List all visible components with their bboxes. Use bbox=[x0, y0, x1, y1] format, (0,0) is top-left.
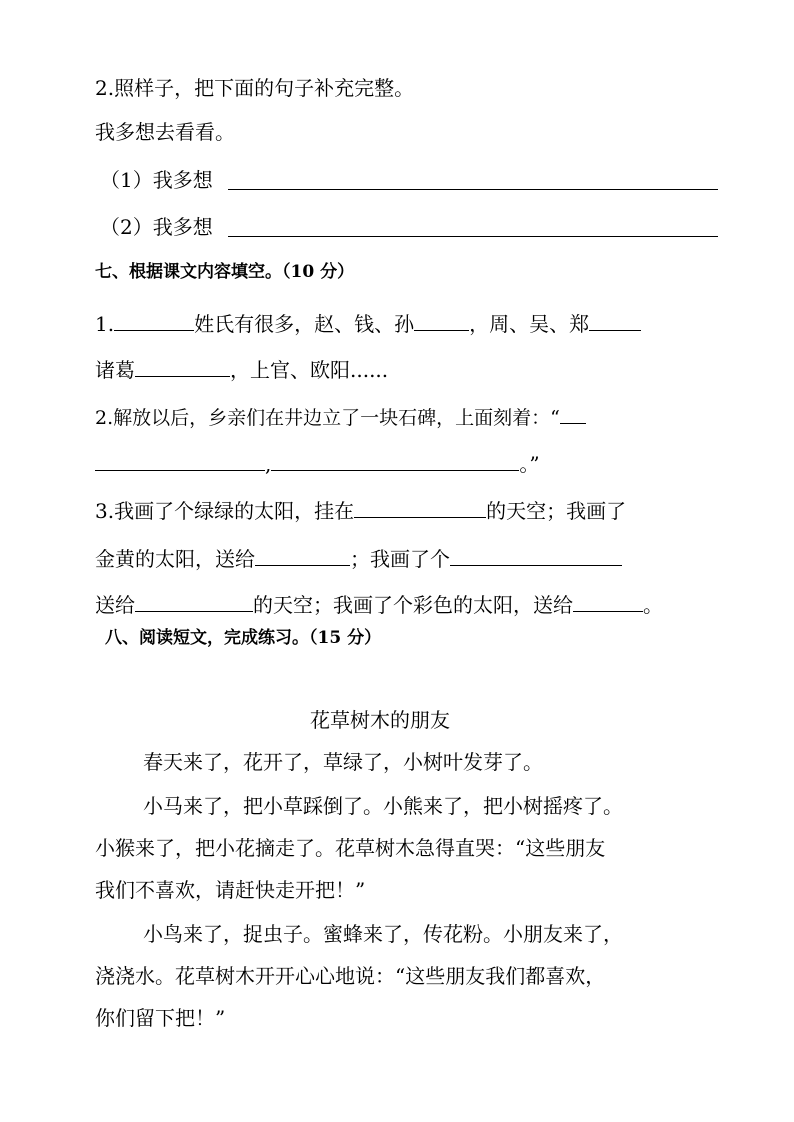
s7-q3-text6: 的天空；我画了个彩色的太阳，送给 bbox=[253, 593, 573, 617]
s7-q3-blank5[interactable] bbox=[573, 593, 643, 612]
s7-q1-num: 1. bbox=[95, 312, 115, 336]
s7-q2-line2 bbox=[95, 452, 540, 474]
s7-q3-line1 bbox=[95, 499, 626, 521]
s7-q1-text1: 姓氏有很多，赵、钱、孙 bbox=[194, 312, 415, 336]
passage-para1: 春天来了，花开了，草绿了，小树叶发芽了。 bbox=[143, 750, 543, 774]
section8-header: 八、阅读短文，完成练习。（15 分） bbox=[105, 628, 382, 648]
passage-para2-line1: 小马来了，把小草踩倒了。小熊来了，把小树摇疼了。 bbox=[143, 794, 623, 818]
s7-q1-text3: 诸葛 bbox=[95, 358, 135, 382]
s7-q1-blank3[interactable] bbox=[589, 312, 641, 331]
s7-q2-blank2[interactable] bbox=[95, 452, 265, 471]
s7-q3-text1: 3.我画了个绿绿的太阳，挂在 bbox=[95, 499, 355, 523]
s7-q3-text7: 。 bbox=[643, 593, 663, 617]
s7-q2-text1: 2.解放以后，乡亲们在井边立了一块石碑，上面刻着：“ bbox=[95, 407, 560, 429]
s7-q3-text5: 送给 bbox=[95, 593, 135, 617]
s7-q2-end: 。” bbox=[519, 452, 540, 476]
s6-q2-item2-blank[interactable] bbox=[228, 236, 718, 237]
s7-q3-text3: 金黄的太阳，送给 bbox=[95, 547, 255, 571]
s7-q1-line2 bbox=[95, 358, 388, 380]
s7-q3-line2 bbox=[95, 547, 622, 569]
s7-q1-line1 bbox=[95, 312, 641, 334]
s7-q3-blank4[interactable] bbox=[135, 593, 253, 612]
passage-para3-line2: 浇浇水。花草树木开开心心地说：“这些朋友我们都喜欢， bbox=[95, 964, 606, 988]
s7-q3-text2: 的天空；我画了 bbox=[486, 499, 627, 523]
passage-title: 花草树木的朋友 bbox=[310, 708, 450, 732]
s7-q2-blank1[interactable] bbox=[560, 405, 586, 424]
s7-q3-line3 bbox=[95, 593, 663, 615]
s7-q1-blank1[interactable] bbox=[114, 312, 194, 331]
s6-q2-instruction: 2.照样子，把下面的句子补充完整。 bbox=[95, 76, 415, 100]
s7-q3-blank1[interactable] bbox=[354, 499, 486, 518]
s7-q3-blank3[interactable] bbox=[450, 547, 622, 566]
passage-para3-line3: 你们留下把！” bbox=[95, 1006, 226, 1030]
s6-q2-item1-blank[interactable] bbox=[228, 189, 718, 190]
s6-q2-example: 我多想去看看。 bbox=[95, 120, 235, 144]
s7-q1-text4: ，上官、欧阳...... bbox=[230, 358, 389, 382]
passage-para2-line2: 小猴来了，把小花摘走了。花草树木急得直哭：“这些朋友 bbox=[95, 836, 606, 860]
passage-para2-line3: 我们不喜欢，请赶快走开把！” bbox=[95, 878, 366, 902]
s6-q2-item1-label: （1）我多想 bbox=[100, 168, 213, 192]
s7-q1-blank2[interactable] bbox=[414, 312, 469, 331]
s7-q2-comma: , bbox=[265, 452, 272, 476]
s7-q1-blank4[interactable] bbox=[135, 358, 230, 377]
passage-para3-line1: 小鸟来了，捉虫子。蜜蜂来了，传花粉。小朋友来了， bbox=[143, 922, 623, 946]
section7-header: 七、根据课文内容填空。（10 分） bbox=[95, 262, 355, 282]
s7-q3-blank2[interactable] bbox=[255, 547, 350, 566]
s6-q2-item2-label: （2）我多想 bbox=[100, 215, 213, 239]
s7-q2-line1 bbox=[95, 405, 586, 428]
s7-q1-text2: ，周、吴、郑 bbox=[469, 312, 590, 336]
s7-q3-text4: ；我画了个 bbox=[350, 547, 450, 571]
s7-q2-blank3[interactable] bbox=[271, 452, 519, 471]
